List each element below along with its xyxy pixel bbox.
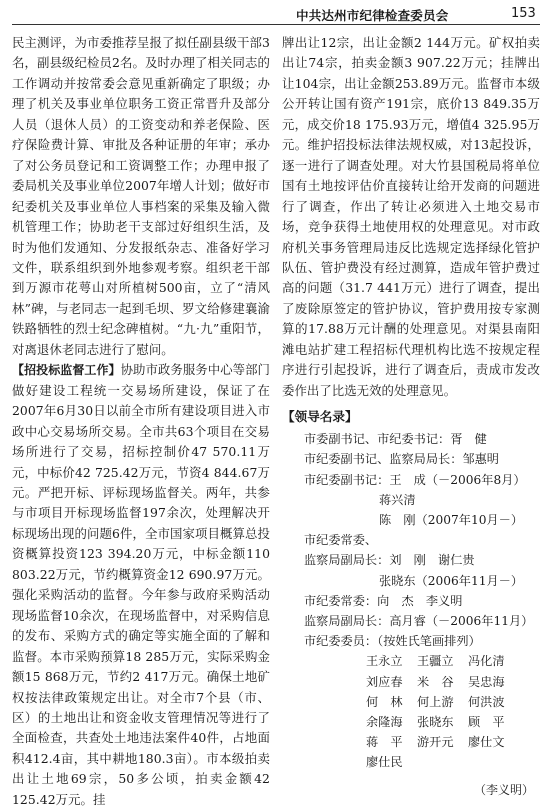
leader-row xyxy=(282,631,540,651)
leader-title: 监察局副局长： xyxy=(304,613,390,628)
page-number: 153 xyxy=(511,6,536,21)
leader-title: 市委副书记、市纪委书记： xyxy=(304,432,451,447)
member-name: 刘应春 xyxy=(366,674,403,689)
paragraph-personnel-text: 民主测评，为市委推荐呈报了拟任副县级干部3名，副县级纪检员2名。及时办理了相关同志的工作调动并按常委会意见重新确定了职级；办理了机关及事业单位职务工资正常晋升及部分人员（退休人员）的工资变动和养老保险、医疗保险费计算、审批及各种证册的年审；承办了对公务员登记和工资调整工作；办理申报了委局机关及事业单位2007年增人计划；做好市纪委机关及事业单位人事档案的采集及输入微机管理工作；协助老干支部过好组织生活，及时为他们发通知、分发报纸杂志、准备好学习文件，联系组织到外地参观考察。组织老干部到万源市花萼山对所植树500亩，立了“清风林”碑，与老同志一起到毛坝、罗文给修建襄渝铁路牺牲的烈士纪念碑植树。“九·九”重阳节，对离退休老同志进行了慰问。 xyxy=(12,35,270,357)
member-list xyxy=(366,651,540,772)
member-row xyxy=(366,672,540,692)
member-name: 游开元 xyxy=(417,735,454,750)
member-row xyxy=(366,692,540,712)
member-row xyxy=(366,732,540,752)
member-name: 米 谷 xyxy=(417,674,454,689)
leader-row-continued xyxy=(282,510,540,530)
author-signature: （李义明） xyxy=(473,782,534,797)
member-name: 廖仕民 xyxy=(366,755,403,770)
leader-title: 市纪委常委、 xyxy=(304,533,378,548)
leader-name: 邹惠明 xyxy=(462,452,499,467)
member-name: 王永立 xyxy=(366,654,403,669)
leader-name: 蒋兴清 xyxy=(379,492,416,507)
leader-name: 向 杰 李义明 xyxy=(377,593,463,608)
header-rule xyxy=(12,24,540,25)
paragraph-personnel xyxy=(12,33,270,360)
member-name: 顾 平 xyxy=(468,715,505,729)
leader-row xyxy=(282,591,540,611)
member-name: 余隆海 xyxy=(366,715,403,729)
paragraph-bidding-text: 协助市政务服务中心等部门做好建设工程统一交易场所建设，保证了在2007年6月30日以前全市所有建设项目进入市政中心交易场所交易。全市共63个项目在交易场所进行了交易，招标控制价47 570.11万元，中标价42 725.42万元，节资4 844.67万元。严把开标、评标现场监督关。两年，共参与市项目开标现场监督197余次，处理解决开标现场出现的问题6件，全市国家项目概算总投资概算投资123 394.20万元，中标金额110 803.22万元，节约概算资金12 690.97万元。强化采购活动的监督。今年参与政府采购活动现场监督10余次，在现场监督中，对采购信息的发布、采购方式的确定等实施全面的了解和监督。本市采购预算18 285万元，实际采购金额15 868万元，节约2 417万元。确保土地矿权按法律政策规定出让。对全市7个县（市、区）的土地出让和资金收支管理情况等进行了全面检查，共查处土地违法案件40件，占地面积412.4亩，其中耕地180.3亩）。市本级拍卖出让土地69宗，50多公顷，拍卖金额42 125.42万元。挂 xyxy=(12,362,271,807)
left-column xyxy=(12,33,271,807)
leader-name: 陈 刚（2007年10月－） xyxy=(379,512,524,527)
leader-name: 高月睿（－2006年11月） xyxy=(389,613,534,628)
member-name: 廖仕文 xyxy=(468,735,505,750)
member-name: 何 林 xyxy=(366,694,403,709)
leader-row xyxy=(282,470,540,490)
leader-title: 市纪委常委： xyxy=(304,593,378,608)
member-name: 冯化清 xyxy=(468,654,505,669)
paragraph-land-transfer-text: 牌出让12宗，出让金额2 144万元。矿权拍卖出让74宗，拍卖金额3 907.22万元；挂牌出让104宗，出让金额253.89万元。监督市本级公开转让国有资产191宗，底价13 849.35万元，成交价18 175.93万元，增值4 325.95万元。维护招投标法律法规权威，对13起投诉，逐一进行了调查处理。对大竹县国税局将单位国有土地按评估价直接转让给开发商的问题进行了调查，作出了转让必须进入土地交易市场，竞争获得土地使用权的处理意见。对市政府机关事务管理局违反比选规定选择绿化管护队伍、管护费没有经过测算，造成年管护费过高的问题（31.7 441万元）进行了调查，提出了废除原签定的管护协议，管护费用按专家测算的17.88万元计酬的处理意见。对渠县南阳滩电站扩建工程招标代理机构比选不按规定程序进行引起投诉，进行了调查后，责成市发改委作出了比选无效的处理意见。 xyxy=(282,35,540,398)
page-header xyxy=(0,0,550,26)
bidding-heading: 【招投标监督工作】 xyxy=(12,363,121,378)
member-name: 王疆立 xyxy=(417,654,454,669)
paragraph-land-transfer xyxy=(282,33,540,401)
leader-list xyxy=(282,429,540,651)
member-name: 何洪波 xyxy=(468,694,505,709)
leader-name: （按姓氏笔画排列） xyxy=(377,634,481,649)
running-head: 中共达州市纪律检查委员会 xyxy=(296,8,449,23)
member-name: 何上游 xyxy=(417,694,454,709)
leader-title: 市纪委副书记、监察局局长： xyxy=(304,452,463,467)
member-name: 蒋 平 xyxy=(366,735,403,750)
leader-row xyxy=(282,449,540,469)
leader-name: 王 成（－2006年8月） xyxy=(389,472,526,487)
leader-list-title: 【领导名录】 xyxy=(282,409,358,425)
paragraph-bidding xyxy=(12,360,270,810)
leader-row xyxy=(282,611,540,631)
leader-row xyxy=(282,550,540,570)
member-row xyxy=(366,712,540,732)
leader-title: 市纪委副书记： xyxy=(304,472,390,487)
member-name: 张晓东 xyxy=(417,715,454,729)
leader-title: 市纪委委员： xyxy=(304,634,378,649)
leader-row-continued xyxy=(282,490,540,510)
leader-row xyxy=(282,429,540,449)
member-row xyxy=(366,651,540,671)
leader-row-continued xyxy=(282,571,540,591)
leader-name: 胥 健 xyxy=(450,432,487,447)
leader-name: 刘 刚 谢仁贵 xyxy=(389,553,475,568)
leader-name: 张晓东（2006年11月－） xyxy=(379,573,524,588)
member-row xyxy=(366,752,540,772)
leader-title: 监察局副局长： xyxy=(304,553,390,568)
right-column xyxy=(282,33,540,797)
member-name: 吴忠海 xyxy=(468,674,505,689)
leader-row xyxy=(282,530,540,550)
